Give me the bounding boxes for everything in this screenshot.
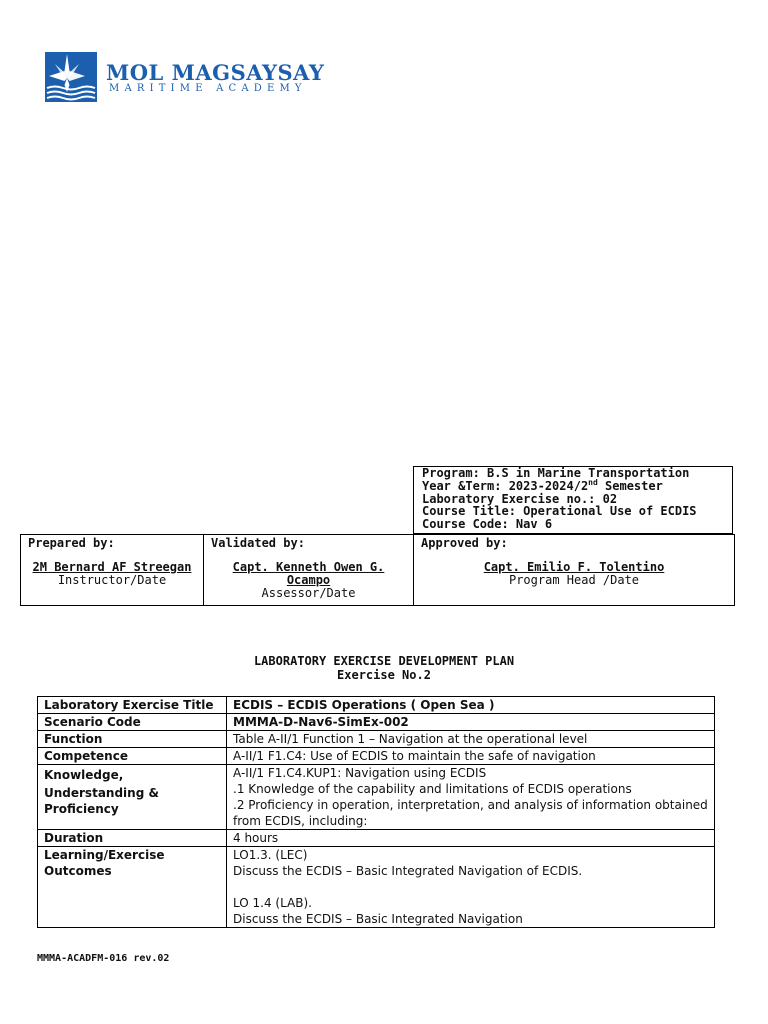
outcome-line: Discuss the ECDIS – Basic Integrated Navigation of ECDIS.	[233, 864, 583, 878]
kup-label-line1: Knowledge,	[44, 768, 124, 782]
year-term-suffix: Semester	[597, 478, 663, 493]
kup-label-line2: Understanding & Proficiency	[44, 786, 159, 816]
kup-value	[227, 765, 715, 830]
approved-by-role: Program Head /Date	[508, 573, 640, 587]
kup-line: from ECDIS, including:	[233, 814, 368, 828]
outcome-line: LO 1.4 (LAB).	[233, 896, 312, 910]
academy-logo	[44, 50, 325, 106]
validated-by-cell	[204, 535, 414, 606]
outcome-line: LO1.3. (LEC)	[233, 848, 308, 862]
outcome-spacer	[233, 879, 708, 895]
function-label: Function	[38, 731, 227, 748]
year-term-line	[422, 477, 732, 493]
approved-by-cell	[414, 535, 735, 606]
logo-subtitle: MARITIME ACADEMY	[109, 83, 307, 94]
kup-line: .1 Knowledge of the capability and limitations of ECDIS operations	[233, 782, 632, 796]
validated-by-name	[204, 561, 413, 587]
table-row	[38, 830, 715, 847]
plan-title: LABORATORY EXERCISE DEVELOPMENT PLAN	[253, 654, 515, 668]
compass-star-icon	[45, 52, 97, 102]
year-term-superscript: nd	[588, 477, 598, 487]
approved-by-heading: Approved by:	[421, 536, 508, 550]
table-row	[38, 748, 715, 765]
year-term-prefix: Year &Term: 2023-2024/2	[422, 478, 589, 493]
prepared-by-cell	[21, 535, 204, 606]
table-row	[38, 847, 715, 928]
validated-by-role: Assessor/Date	[261, 586, 356, 600]
table-row	[38, 731, 715, 748]
scenario-label: Scenario Code	[38, 714, 227, 731]
program-line: Program: B.S in Marine Transportation	[422, 466, 690, 480]
validated-by-name-line2: Ocampo	[286, 573, 331, 587]
plan-table	[37, 696, 715, 928]
program-info-box	[413, 466, 733, 534]
table-row	[38, 697, 715, 714]
prepared-by-role: Instructor/Date	[57, 573, 167, 587]
duration-label: Duration	[38, 830, 227, 847]
table-row	[38, 765, 715, 830]
logo-name: MOL MAGSAYSAY	[106, 60, 325, 85]
validated-by-heading: Validated by:	[211, 536, 305, 550]
kup-line: A-II/1 F1.C4.KUP1: Navigation using ECDIS	[233, 766, 487, 780]
duration-value: 4 hours	[227, 830, 715, 847]
prepared-by-name: 2M Bernard AF Streegan	[32, 560, 192, 574]
outcomes-value	[227, 847, 715, 928]
approved-by-name: Capt. Emilio F. Tolentino	[483, 560, 665, 574]
course-code-line: Course Code: Nav 6	[422, 517, 553, 532]
scenario-value: MMMA-D-Nav6-SimEx-002	[227, 714, 715, 731]
competence-value: A-II/1 F1.C4: Use of ECDIS to maintain the safe of navigation	[227, 748, 715, 765]
prepared-by-heading: Prepared by:	[28, 536, 115, 550]
kup-label	[38, 765, 227, 830]
title-label: Laboratory Exercise Title	[38, 697, 227, 714]
course-title-line: Course Title: Operational Use of ECDIS	[422, 504, 697, 519]
outcomes-label: Learning/Exercise Outcomes	[38, 847, 227, 928]
validated-by-name-line1: Capt. Kenneth Owen G.	[232, 560, 385, 574]
lab-exercise-no-line: Laboratory Exercise no.: 02	[422, 491, 618, 506]
title-value: ECDIS – ECDIS Operations ( Open Sea )	[227, 697, 715, 714]
function-value: Table A-II/1 Function 1 – Navigation at the operational level	[227, 731, 715, 748]
outcome-line: Discuss the ECDIS – Basic Integrated Navigation	[233, 912, 523, 926]
table-row	[38, 714, 715, 731]
signatories-table	[20, 534, 735, 606]
exercise-number: Exercise No.2	[337, 668, 431, 682]
kup-line: .2 Proficiency in operation, interpretation, and analysis of information obtained	[233, 798, 708, 812]
form-code-footer: MMMA-ACADFM-016 rev.02	[37, 953, 170, 964]
competence-label: Competence	[38, 748, 227, 765]
